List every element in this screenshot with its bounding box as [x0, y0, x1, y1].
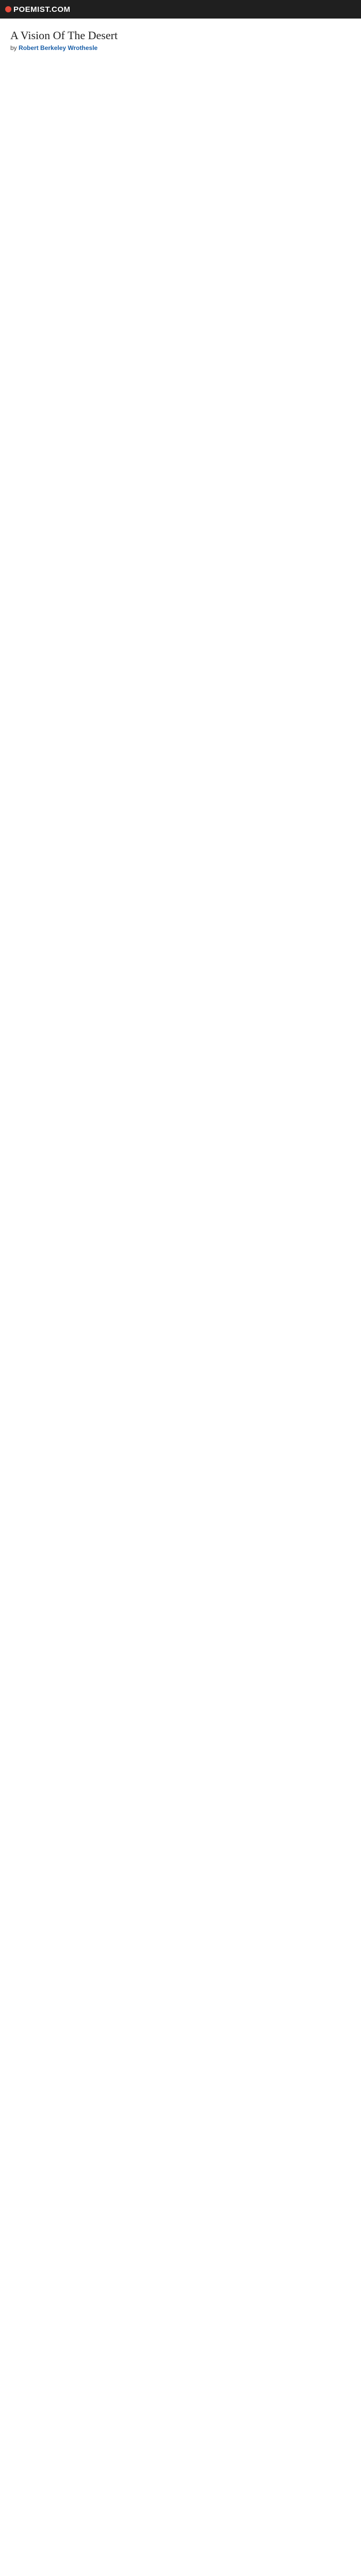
stanza: [10, 1026, 351, 1088]
stanza: [10, 405, 351, 467]
site-logo[interactable]: [5, 5, 71, 14]
poem-content: [0, 19, 361, 2576]
stanza: [10, 819, 351, 881]
stanza: [10, 336, 351, 398]
stanza: [10, 888, 351, 950]
stanza: [10, 60, 351, 122]
by-prefix: by: [10, 44, 17, 52]
top-bar: [0, 0, 361, 19]
logo-text: POEMIST.COM: [13, 5, 71, 14]
byline: [10, 44, 351, 52]
stanza: [10, 957, 351, 1019]
stanza: [10, 267, 351, 329]
logo-icon: [5, 6, 11, 12]
stanza: [10, 543, 351, 605]
stanza: [10, 612, 351, 674]
stanza: [10, 750, 351, 812]
stanza: [10, 198, 351, 260]
stanza: [10, 1095, 351, 1157]
poem-title: A Vision Of The Desert: [10, 29, 118, 42]
author-link[interactable]: Robert Berkeley Wrothesle: [19, 44, 98, 52]
poem-body: [10, 60, 351, 1157]
stanza: [10, 681, 351, 743]
stanza: [10, 474, 351, 536]
stanza: [10, 129, 351, 191]
